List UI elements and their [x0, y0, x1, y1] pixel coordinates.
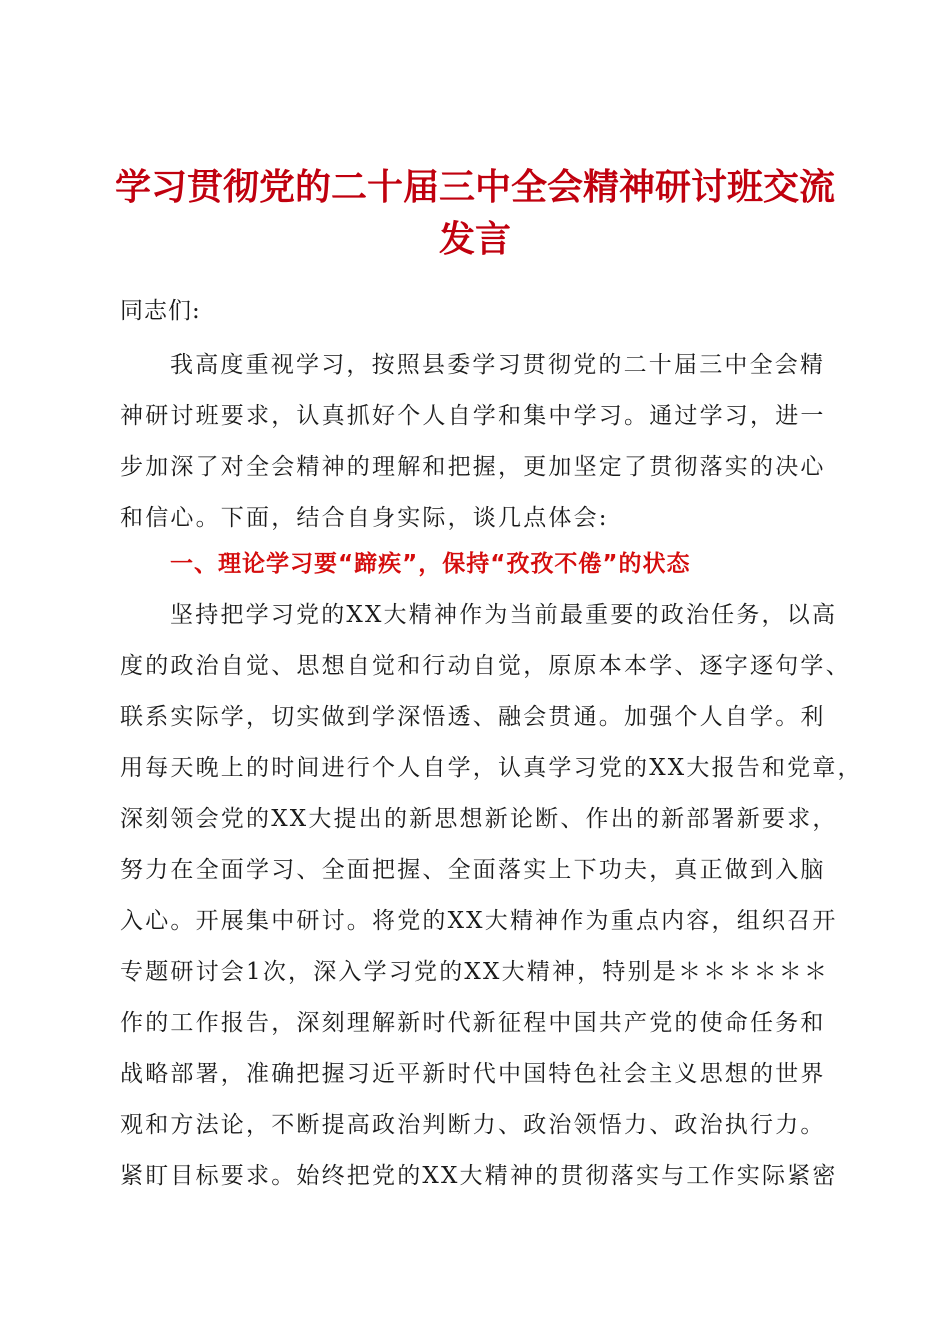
intro-line: 步加深了对全会精神的理解和把握，更加坚定了贯彻落实的决心 [120, 454, 826, 480]
intro-line: 神研讨班要求，认真抓好个人自学和集中学习。通过学习，进一 [120, 403, 826, 429]
salutation: 同志们: [120, 298, 201, 324]
body-line: 作的工作报告，深刻理解新时代新征程中国共产党的使命任务和 [120, 1010, 826, 1036]
body-line: 入心。开展集中研讨。将党的XX大精神作为重点内容，组织召开 [120, 908, 838, 934]
document-title-line-2: 发言 [438, 219, 511, 260]
body-line: 战略部署，准确把握习近平新时代中国特色社会主义思想的世界 [120, 1061, 826, 1087]
body-line: 度的政治自觉、思想自觉和行动自觉，原原本本学、逐字逐句学、 [120, 653, 851, 679]
body-line: 坚持把学习党的XX大精神作为当前最重要的政治任务，以高 [170, 602, 838, 628]
body-line: 观和方法论，不断提高政治判断力、政治领悟力、政治执行力。 [120, 1112, 826, 1138]
body-line: 深刻领会党的XX大提出的新思想新论断、作出的新部署新要求， [120, 806, 838, 832]
intro-line: 和信心。下面，结合自身实际，谈几点体会: [120, 505, 609, 531]
body-line: 专题研讨会1次，深入学习党的XX大精神，特别是＊＊＊＊＊＊ [120, 959, 830, 985]
body-line: 联系实际学，切实做到学深悟透、融会贯通。加强个人自学。利 [120, 704, 826, 730]
section-heading: 一、理论学习要“蹄疾”，保持“孜孜不倦”的状态 [170, 551, 691, 577]
intro-line: 我高度重视学习，按照县委学习贯彻党的二十届三中全会精 [170, 352, 826, 378]
body-line: 努力在全面学习、全面把握、全面落实上下功夫，真正做到入脑 [120, 857, 826, 883]
body-line: 用每天晚上的时间进行个人自学，认真学习党的XX大报告和党章， [120, 755, 863, 781]
document-title-line-1: 学习贯彻党的二十届三中全会精神研讨班交流 [114, 167, 835, 208]
body-line: 紧盯目标要求。始终把党的XX大精神的贯彻落实与工作实际紧密 [120, 1163, 838, 1189]
